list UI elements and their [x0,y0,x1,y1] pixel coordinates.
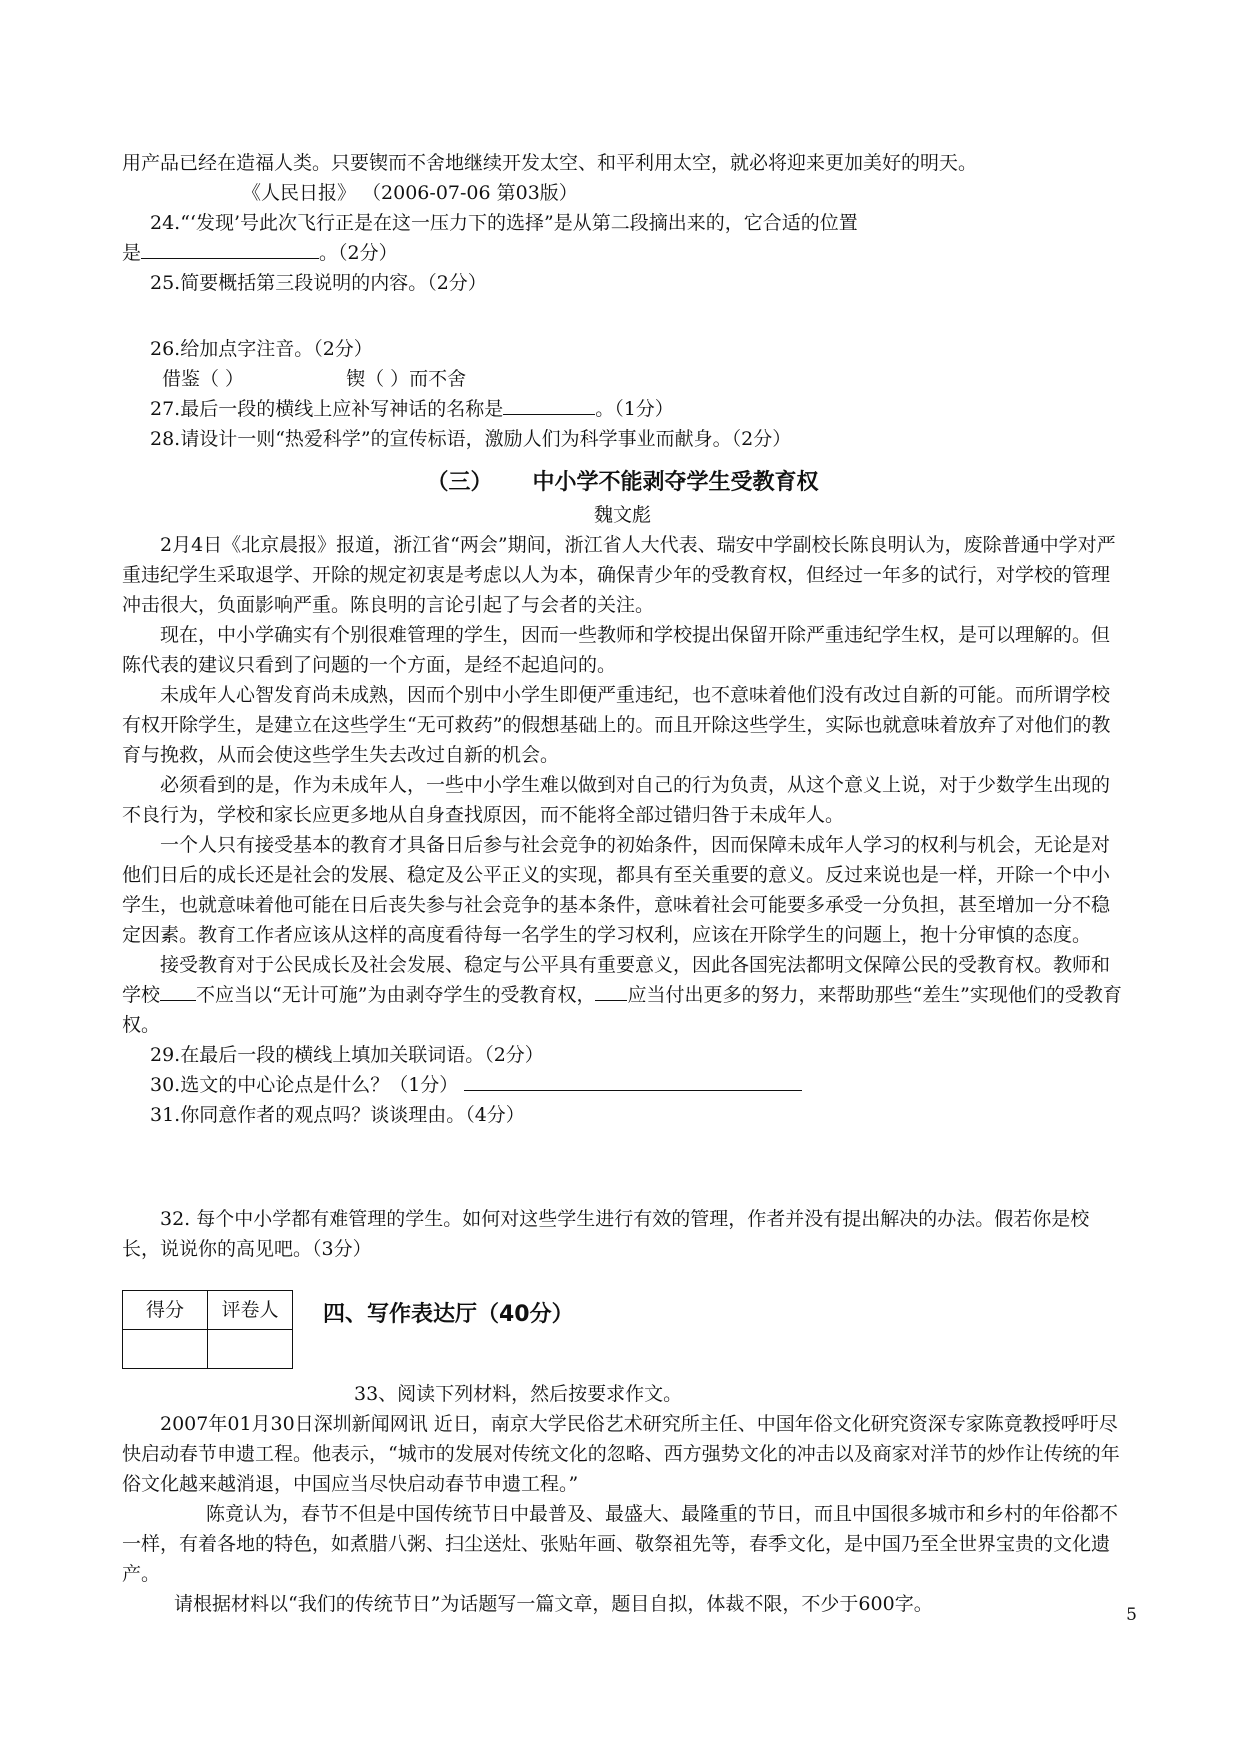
q26-item-2: 锲（ ）而不舍 [346,368,467,390]
question-31: 31.你同意作者的观点吗？谈谈理由。（4分） [150,1104,525,1126]
connective-blank-1[interactable] [160,980,196,1001]
question-24: 24.“‘发现’号此次飞行正是在这一压力下的选择”是从第二段摘出来的，它合适的位置 [150,212,858,234]
question-24-cont: 是 。（2分） [122,238,1123,268]
page-number: 5 [1126,1605,1137,1625]
article-paragraph-4: 必须看到的是，作为未成年人，一些中小学生难以做到对自己的行为负责，从这个意义上说，对于少数学生出现的不良行为，学校和家长应更多地从自身查找原因，而不能将全部过错归咎于未成年人。 [122,774,1111,826]
question-29: 29.在最后一段的横线上填加关联词语。（2分） [150,1044,544,1066]
article-paragraph-6: 接受教育对于公民成长及社会发展、稳定与公平具有重要意义，因此各国宪法都明文保障公民的受教育权。教师和学校 不应当以“无计可施”为由剥夺学生的受教育权， 应当付出更多的努力，来帮助那些“差生”实现他们的受教育权。 [122,954,1122,1036]
material-paragraph-2: 陈竟认为，春节不但是中国传统节日中最普及、最盛大、最隆重的节日，而且中国很多城市和乡村的年俗都不一样，有着各地的特色，如煮腊八粥、扫尘送灶、张贴年画、敬祭祖先等，春季文化，是中国乃至全世界宝贵的文化遗产。 [122,1503,1119,1585]
section-3-number: （三） [426,470,493,495]
q26-item-1: 借鉴（ ） [162,368,245,390]
article-author: 魏文彪 [593,504,651,526]
writing-prompt: 请根据材料以“我们的传统节日”为话题写一篇文章，题目自拟，体裁不限，不少于600字。 [174,1593,933,1615]
question-27: 27.最后一段的横线上应补写神话的名称是 。（1分） [122,394,1123,424]
score-box-row [122,1290,1123,1369]
question-30: 30.选文的中心论点是什么？（1分） [122,1070,1123,1100]
answer-blank-27[interactable] [503,394,595,415]
question-26: 26.给加点字注音。（2分） [150,338,373,360]
question-32: 32. 每个中小学都有难管理的学生。如何对这些学生进行有效的管理，作者并没有提出解决的办法。假若你是校长，说说你的高见吧。（3分） [122,1208,1090,1260]
source-citation: 《人民日报》 （2006-07-06 第03版） [242,182,578,204]
question-25: 25.简要概括第三段说明的内容。（2分） [150,272,487,294]
article-paragraph-2: 现在，中小学确实有个别很难管理的学生，因而一些教师和学校提出保留开除严重违纪学生权，是可以理解的。但陈代表的建议只看到了问题的一个方面，是经不起追问的。 [122,624,1111,676]
connective-blank-2[interactable] [595,980,627,1001]
section-3-heading [122,466,1123,500]
answer-space-31[interactable] [122,1130,1123,1204]
article-paragraph-3: 未成年人心智发育尚未成熟，因而个别中小学生即便严重违纪，也不意味着他们没有改过自新的可能。而所谓学校有权开除学生，是建立在这些学生“无可救药”的假想基础上的。而且开除这些学生，实际也就意味着放弃了对他们的教育与挽救，从而会使这些学生失去改过自新的机会。 [122,684,1111,766]
question-26-items [122,364,1123,394]
question-33: 33、阅读下列材料，然后按要求作文。 [354,1383,683,1405]
intro-line: 用产品已经在造福人类。只要锲而不舍地继续开发太空、和平利用太空，就必将迎来更加美好的明天。 [122,152,978,174]
question-28: 28.请设计一则“热爱科学”的宣传标语，激励人们为科学事业而献身。（2分） [150,428,792,450]
section-3-title: 中小学不能剥夺学生受教育权 [532,470,819,495]
grader-header: 评卷人 [208,1291,293,1330]
score-cell[interactable] [123,1330,208,1369]
answer-space-25[interactable] [122,298,1123,334]
article-paragraph-5: 一个人只有接受基本的教育才具备日后参与社会竞争的初始条件，因而保障未成年人学习的权利与机会，无论是对他们日后的成长还是社会的发展、稳定及公平正义的实现，都具有至关重要的意义。反过来说也是一样，开除一个中小学生，也就意味着他可能在日后丧失参与社会竞争的基本条件，意味着社会可能要多承受一分负担，甚至增加一分不稳定因素。教育工作者应该从这样的高度看待每一名学生的学习权利，应该在开除学生的问题上，抱十分审慎的态度。 [122,834,1111,946]
grader-cell[interactable] [208,1330,293,1369]
answer-blank-24[interactable] [141,238,319,259]
answer-blank-30[interactable] [464,1070,802,1091]
material-paragraph-1: 2007年01月30日深圳新闻网讯 近日，南京大学民俗艺术研究所主任、中国年俗文化研究资深专家陈竟教授呼吁尽快启动春节申遗工程。他表示，“城市的发展对传统文化的忽略、西方强势文化的冲击以及商家对洋节的炒作让传统的年俗文化越来越消退，中国应当尽快启动春节申遗工程。” [122,1413,1120,1495]
article-paragraph-1: 2月4日《北京晨报》报道，浙江省“两会”期间，浙江省人大代表、瑞安中学副校长陈良明认为，废除普通中学对严重违纪学生采取退学、开除的规定初衷是考虑以人为本，确保青少年的受教育权，但经过一年多的试行，对学校的管理冲击很大，负面影响严重。陈良明的言论引起了与会者的关注。 [122,534,1116,616]
score-header: 得分 [123,1291,208,1330]
score-table [122,1290,293,1369]
section-4-title: 四、写作表达厅（40分） [323,1302,574,1327]
